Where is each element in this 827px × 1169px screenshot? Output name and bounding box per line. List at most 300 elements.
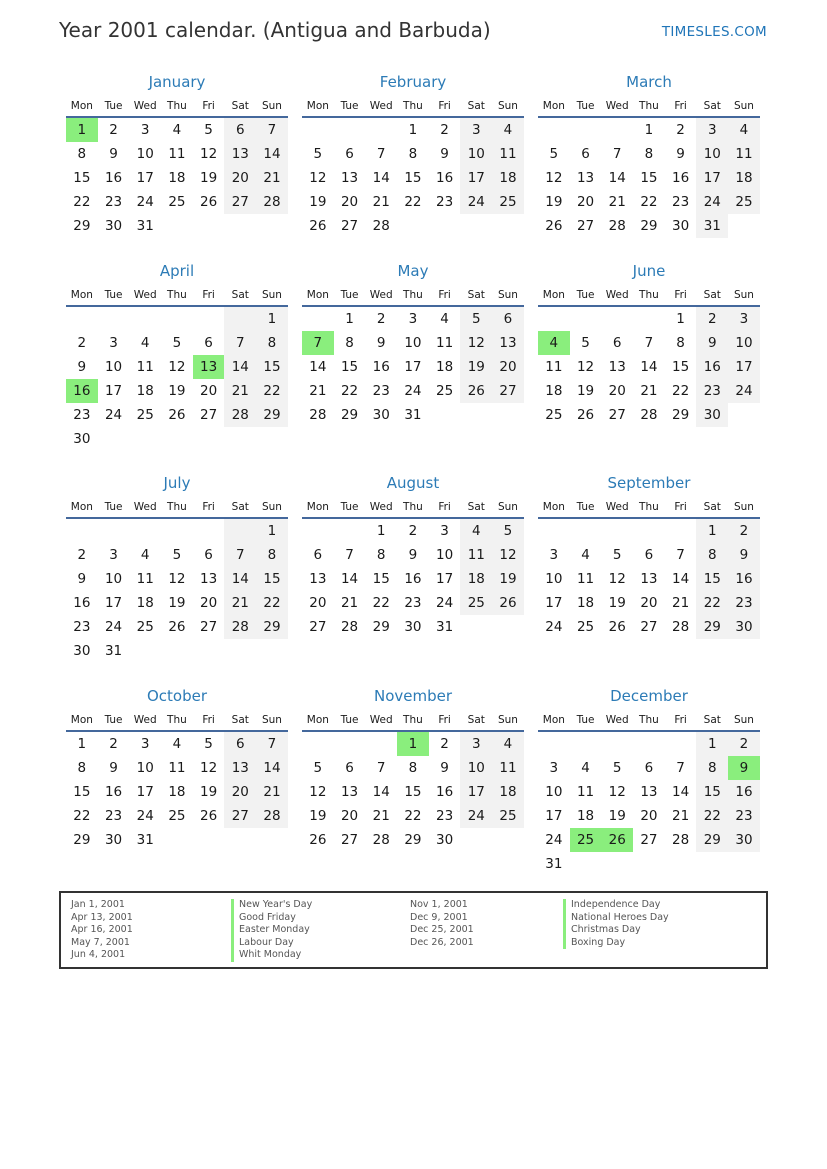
day-cell: 8 (376, 547, 386, 563)
weekday-header (302, 710, 524, 732)
day-cell: 4 (140, 547, 150, 563)
weekday-header (66, 285, 288, 307)
day-cell: 10 (136, 146, 154, 162)
weekday-label: Sat (231, 714, 249, 726)
day-cell: 5 (549, 146, 559, 162)
weekday-label: Thu (403, 714, 423, 726)
day-cell: 10 (104, 359, 123, 375)
day-cell: 27 (200, 619, 218, 635)
blank-cell (429, 403, 461, 427)
blank-cell (728, 403, 760, 427)
day-cell: 18 (136, 383, 154, 399)
day-cell: 31 (404, 407, 422, 423)
legend-date: Dec 25, 2001 (410, 924, 474, 935)
weekday-header (538, 710, 760, 732)
day-cell: 1 (345, 311, 354, 327)
day-cell: 10 (545, 784, 563, 800)
legend-date: Apr 13, 2001 (71, 911, 133, 923)
day-cell: 13 (309, 571, 327, 587)
day-cell: 14 (608, 170, 626, 186)
weekday-label: Wed (605, 289, 629, 301)
legend-holiday-name: National Heroes Day (563, 912, 669, 925)
day-cell: 12 (608, 571, 626, 587)
day-cell: 14 (672, 784, 690, 800)
day-cell: 8 (256, 543, 288, 567)
day-cell: 8 (696, 543, 728, 567)
day-grid (538, 118, 760, 238)
day-cell: 3 (549, 760, 559, 776)
day-cell: 1 (696, 732, 728, 756)
day-cell: 29 (640, 218, 658, 234)
day-cell: 11 (436, 335, 454, 351)
day-cell: 2 (109, 122, 118, 138)
day-cell: 8 (345, 335, 354, 351)
legend-holiday-name: Christmas Day (563, 924, 669, 937)
legend-holiday-name: Boxing Day (563, 937, 669, 950)
day-cell: 13 (224, 756, 256, 780)
weekday-label: Fri (438, 501, 451, 513)
day-cell: 14 (640, 359, 658, 375)
weekday-label: Thu (403, 289, 423, 301)
blank-cell (302, 519, 334, 543)
weekday-label: Sun (733, 100, 754, 112)
blank-cell (193, 427, 225, 451)
day-cell: 6 (345, 146, 354, 162)
day-cell: 27 (576, 218, 595, 234)
month-name: November (373, 687, 453, 705)
day-grid (538, 307, 760, 427)
day-cell: 16 (104, 784, 123, 800)
day-cell: 29 (340, 407, 359, 423)
day-cell: 22 (696, 804, 728, 828)
month-march (538, 72, 760, 238)
day-cell: 4 (492, 732, 524, 756)
blank-cell (570, 852, 602, 876)
day-cell: 15 (696, 567, 728, 591)
day-cell: 7 (612, 146, 622, 162)
blank-cell (696, 852, 728, 876)
day-cell: 29 (404, 832, 422, 848)
day-cell: 24 (436, 595, 454, 611)
day-cell: 16 (372, 359, 390, 375)
month-name: March (626, 73, 672, 91)
day-cell: 15 (640, 170, 658, 186)
day-cell: 12 (168, 359, 186, 375)
day-cell: 9 (440, 146, 449, 162)
day-cell: 25 (136, 407, 154, 423)
day-cell: 25 (492, 190, 524, 214)
weekday-header (66, 497, 288, 519)
day-cell: 18 (460, 567, 492, 591)
blank-cell (161, 639, 193, 663)
day-cell: 18 (576, 595, 595, 611)
blank-cell (129, 519, 161, 543)
day-cell: 6 (492, 307, 524, 331)
weekday-label: Sat (231, 100, 249, 112)
month-name: June (632, 262, 666, 280)
weekday-label: Wed (605, 714, 629, 726)
blank-cell (256, 828, 288, 852)
day-cell: 11 (168, 760, 186, 776)
day-cell: 2 (676, 122, 685, 138)
day-cell: 20 (200, 595, 218, 611)
day-cell: 9 (408, 547, 418, 563)
holiday-day-cell: 7 (302, 331, 334, 355)
day-cell: 22 (73, 194, 91, 210)
day-cell: 14 (224, 567, 256, 591)
day-cell: 11 (492, 756, 524, 780)
blank-cell (193, 639, 225, 663)
blank-cell (66, 307, 98, 331)
day-cell: 1 (676, 311, 685, 327)
day-cell: 25 (436, 383, 454, 399)
day-cell: 20 (640, 595, 658, 611)
weekday-label: Sat (467, 100, 485, 112)
weekday-label: Wed (369, 289, 393, 301)
day-cell: 2 (728, 519, 760, 543)
day-cell: 19 (460, 355, 492, 379)
weekday-label: Mon (306, 501, 329, 513)
day-cell: 28 (340, 619, 359, 635)
day-cell: 7 (676, 760, 685, 776)
day-cell: 7 (224, 331, 256, 355)
day-cell: 23 (104, 808, 123, 824)
day-cell: 7 (676, 547, 685, 563)
day-cell: 5 (581, 335, 590, 351)
month-name: July (163, 474, 191, 492)
blank-cell (224, 519, 256, 543)
day-cell: 4 (172, 736, 182, 752)
day-cell: 30 (104, 218, 123, 234)
weekday-label: Fri (202, 289, 215, 301)
weekday-label: Thu (167, 501, 187, 513)
day-grid (66, 118, 288, 238)
day-cell: 22 (672, 383, 690, 399)
day-cell: 17 (545, 595, 563, 611)
blank-cell (492, 828, 524, 852)
blank-cell (570, 732, 602, 756)
weekday-label: Thu (639, 501, 659, 513)
blank-cell (538, 118, 570, 142)
blank-cell (460, 403, 492, 427)
weekday-label: Tue (576, 289, 595, 301)
month-september (538, 473, 760, 639)
day-cell: 20 (576, 194, 595, 210)
blank-cell (98, 519, 130, 543)
blank-cell (665, 732, 697, 756)
legend-left-dates (71, 899, 133, 962)
day-grid (302, 307, 524, 427)
day-cell: 16 (728, 780, 760, 804)
month-name: December (610, 687, 688, 705)
holiday-day-cell: 25 (570, 828, 602, 852)
day-cell: 5 (204, 122, 213, 138)
legend-date: Jun 4, 2001 (71, 949, 126, 960)
holiday-day-cell: 16 (66, 379, 98, 403)
legend-date: Apr 16, 2001 (71, 924, 133, 935)
day-cell: 3 (696, 118, 728, 142)
blank-cell (633, 732, 665, 756)
day-cell: 18 (436, 359, 454, 375)
day-cell: 9 (77, 359, 87, 375)
weekday-label: Fri (674, 100, 687, 112)
blank-cell (460, 615, 492, 639)
day-cell: 7 (376, 146, 386, 162)
month-name: August (386, 474, 440, 492)
day-cell: 8 (408, 146, 418, 162)
day-cell: 28 (256, 804, 288, 828)
blank-cell (161, 427, 193, 451)
day-cell: 23 (73, 619, 91, 635)
day-cell: 5 (612, 760, 622, 776)
weekday-label: Sat (703, 289, 721, 301)
day-cell: 20 (492, 355, 524, 379)
day-cell: 21 (224, 591, 256, 615)
weekday-label: Mon (70, 289, 93, 301)
day-cell: 8 (408, 760, 418, 776)
day-cell: 16 (436, 170, 454, 186)
day-cell: 5 (172, 547, 182, 563)
day-cell: 23 (404, 595, 422, 611)
day-cell: 17 (104, 383, 123, 399)
day-cell: 26 (200, 808, 218, 824)
weekday-label: Wed (369, 714, 393, 726)
weekday-header (66, 710, 288, 732)
day-cell: 21 (672, 595, 690, 611)
day-cell: 25 (136, 619, 154, 635)
weekday-label: Tue (340, 714, 359, 726)
day-cell: 1 (644, 122, 654, 138)
day-cell: 5 (313, 760, 323, 776)
month-november (302, 686, 524, 852)
weekday-label: Sun (497, 289, 518, 301)
day-cell: 25 (460, 591, 492, 615)
day-cell: 10 (104, 571, 123, 587)
day-grid (66, 519, 288, 663)
day-cell: 28 (672, 619, 690, 635)
weekday-label: Tue (104, 100, 123, 112)
day-cell: 27 (309, 619, 327, 635)
day-cell: 12 (200, 146, 218, 162)
blank-cell (429, 214, 461, 238)
day-cell: 19 (545, 194, 563, 210)
day-cell: 27 (608, 407, 626, 423)
blank-cell (161, 519, 193, 543)
day-cell: 7 (376, 760, 386, 776)
day-cell: 29 (73, 832, 91, 848)
day-cell: 24 (404, 383, 422, 399)
day-cell: 12 (200, 760, 218, 776)
blank-cell (601, 118, 633, 142)
day-cell: 23 (436, 194, 454, 210)
day-cell: 10 (136, 760, 154, 776)
day-cell: 26 (492, 591, 524, 615)
legend-left-names (231, 899, 312, 962)
weekday-label: Sat (467, 501, 485, 513)
weekday-label: Thu (167, 289, 187, 301)
day-cell: 10 (728, 331, 760, 355)
day-cell: 22 (640, 194, 658, 210)
day-cell: 6 (644, 547, 654, 563)
day-cell: 6 (204, 335, 213, 351)
blank-cell (460, 828, 492, 852)
weekday-label: Sun (261, 289, 282, 301)
day-cell: 12 (576, 359, 595, 375)
day-cell: 6 (204, 547, 213, 563)
day-cell: 14 (224, 355, 256, 379)
weekday-label: Thu (403, 501, 423, 513)
day-cell: 19 (168, 595, 186, 611)
day-cell: 20 (340, 808, 359, 824)
day-cell: 13 (224, 142, 256, 166)
day-cell: 10 (460, 756, 492, 780)
day-cell: 30 (672, 218, 690, 234)
day-cell: 27 (640, 832, 658, 848)
day-cell: 24 (460, 804, 492, 828)
day-cell: 17 (728, 355, 760, 379)
day-cell: 13 (340, 170, 359, 186)
day-cell: 3 (140, 122, 150, 138)
day-cell: 16 (696, 355, 728, 379)
day-cell: 19 (492, 567, 524, 591)
weekday-label: Fri (202, 100, 215, 112)
weekday-label: Sun (733, 289, 754, 301)
day-cell: 11 (136, 359, 154, 375)
day-cell: 30 (404, 619, 422, 635)
day-cell: 6 (313, 547, 323, 563)
day-cell: 29 (372, 619, 390, 635)
month-name: April (159, 262, 195, 280)
weekday-header (538, 497, 760, 519)
day-cell: 21 (340, 595, 359, 611)
legend-holiday-name: Independence Day (563, 899, 669, 912)
blank-cell (492, 403, 524, 427)
day-cell: 21 (608, 194, 626, 210)
day-cell: 17 (404, 359, 422, 375)
blank-cell (633, 852, 665, 876)
blank-cell (460, 214, 492, 238)
day-cell: 30 (104, 832, 123, 848)
day-cell: 11 (460, 543, 492, 567)
day-cell: 26 (200, 194, 218, 210)
day-cell: 12 (309, 170, 327, 186)
day-cell: 17 (696, 166, 728, 190)
day-cell: 27 (340, 832, 359, 848)
day-cell: 13 (576, 170, 595, 186)
blank-cell (728, 852, 760, 876)
blank-cell (601, 307, 633, 331)
blank-cell (728, 214, 760, 238)
day-cell: 18 (576, 808, 595, 824)
day-cell: 20 (224, 166, 256, 190)
month-name: February (379, 73, 447, 91)
day-cell: 15 (404, 784, 422, 800)
day-cell: 9 (109, 146, 118, 162)
weekday-label: Sun (261, 100, 282, 112)
blank-cell (601, 732, 633, 756)
day-cell: 9 (676, 146, 685, 162)
day-cell: 26 (460, 379, 492, 403)
day-cell: 26 (545, 218, 563, 234)
day-cell: 8 (256, 331, 288, 355)
blank-cell (492, 615, 524, 639)
day-cell: 25 (168, 194, 186, 210)
blank-cell (601, 519, 633, 543)
day-cell: 27 (200, 407, 218, 423)
blank-cell (98, 307, 130, 331)
day-cell: 5 (460, 307, 492, 331)
legend-holiday-name: Labour Day (231, 937, 312, 950)
day-grid (302, 732, 524, 852)
month-december (538, 686, 760, 876)
day-cell: 15 (404, 170, 422, 186)
day-cell: 16 (436, 784, 454, 800)
day-cell: 19 (608, 808, 626, 824)
day-cell: 26 (168, 407, 186, 423)
day-cell: 28 (608, 218, 626, 234)
blank-cell (665, 852, 697, 876)
weekday-label: Tue (104, 289, 123, 301)
day-cell: 12 (545, 170, 563, 186)
holiday-day-cell: 1 (397, 732, 429, 756)
day-cell: 24 (104, 619, 123, 635)
holiday-day-cell: 4 (538, 331, 570, 355)
day-cell: 30 (728, 828, 760, 852)
day-cell: 24 (728, 379, 760, 403)
day-cell: 13 (492, 331, 524, 355)
day-cell: 2 (408, 523, 418, 539)
blank-cell (570, 118, 602, 142)
day-cell: 2 (109, 736, 118, 752)
weekday-header (302, 497, 524, 519)
blank-cell (161, 828, 193, 852)
blank-cell (224, 214, 256, 238)
weekday-label: Mon (306, 100, 329, 112)
day-cell: 9 (376, 335, 386, 351)
day-cell: 22 (340, 383, 359, 399)
day-cell: 15 (672, 359, 690, 375)
day-cell: 9 (77, 571, 87, 587)
blank-cell (256, 214, 288, 238)
blank-cell (492, 214, 524, 238)
blank-cell (98, 427, 130, 451)
day-cell: 14 (672, 571, 690, 587)
day-grid (302, 519, 524, 639)
weekday-label: Sun (733, 714, 754, 726)
day-cell: 8 (77, 146, 87, 162)
month-april (66, 261, 288, 451)
day-cell: 13 (340, 784, 359, 800)
holiday-day-cell: 9 (728, 756, 760, 780)
blank-cell (302, 307, 334, 331)
day-cell: 29 (696, 828, 728, 852)
brand-link[interactable]: TIMESLES.COM (661, 24, 767, 40)
day-cell: 19 (168, 383, 186, 399)
weekday-label: Fri (674, 501, 687, 513)
blank-cell (665, 519, 697, 543)
weekday-label: Wed (369, 501, 393, 513)
day-cell: 21 (640, 383, 658, 399)
day-cell: 31 (436, 619, 454, 635)
blank-cell (365, 732, 397, 756)
weekday-label: Wed (133, 714, 157, 726)
day-cell: 11 (728, 142, 760, 166)
day-cell: 29 (256, 403, 288, 427)
day-cell: 4 (492, 118, 524, 142)
day-cell: 24 (460, 190, 492, 214)
weekday-label: Fri (674, 289, 687, 301)
day-cell: 17 (436, 571, 454, 587)
